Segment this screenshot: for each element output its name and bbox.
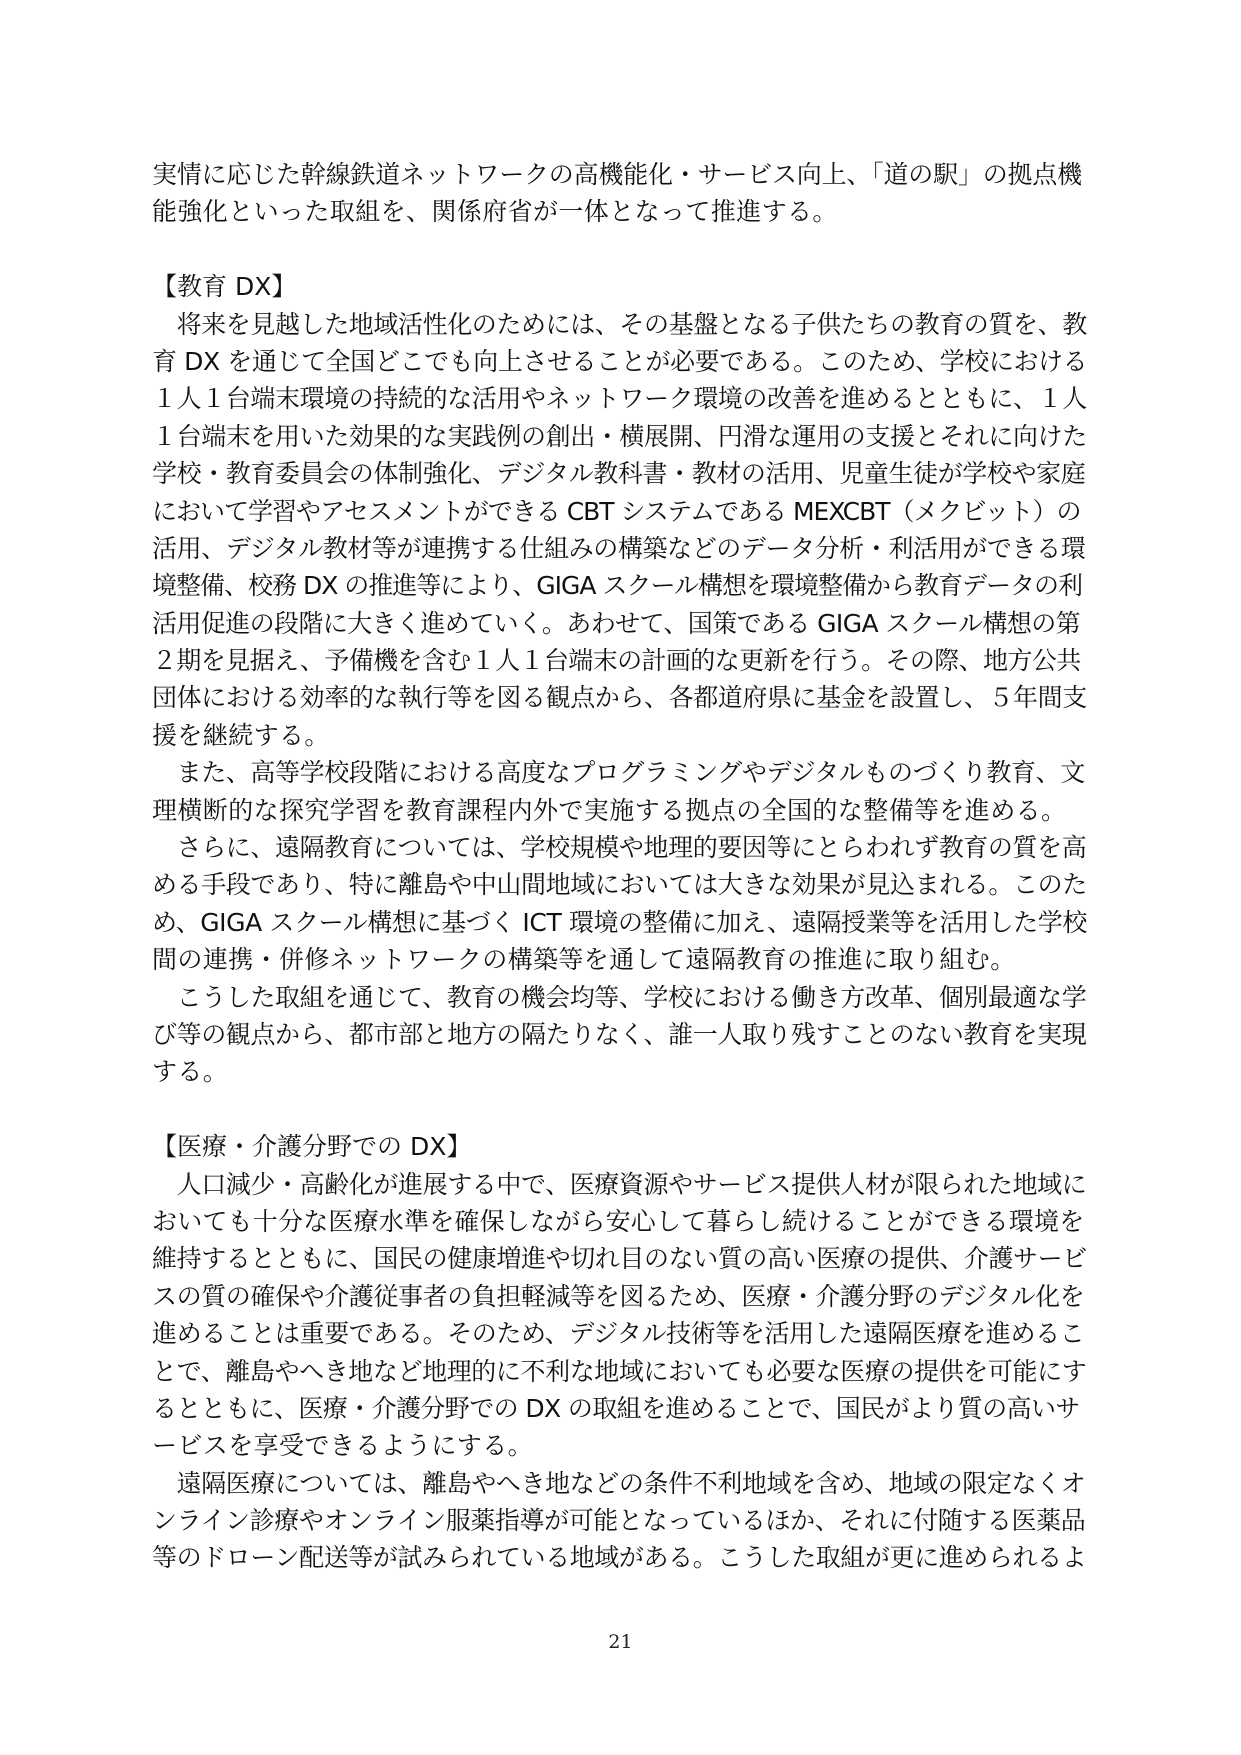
text-line: ービスを享受できるようにする。 <box>152 1431 534 1461</box>
text-line: 進めることは重要である。そのため、デジタル技術等を活用した遠隔医療を進めるこ <box>152 1319 1085 1349</box>
text-line: 維持するとともに、国民の健康増進や切れ目のない質の高い医療の提供、介護サービ <box>152 1244 1087 1274</box>
text-line: 能強化といった取組を、関係府省が一体となって推進する。 <box>152 197 838 227</box>
text-line: 実情に応じた幹線鉄道ネットワークの高機能化・サービス向上、「道の駅」の拠点機 <box>152 160 1082 189</box>
text-line: 間の連携・併修ネットワークの構築等を通して遠隔教育の推進に取り組む。 <box>152 945 1016 975</box>
section-medical-care-dx <box>152 1128 1087 1577</box>
section-heading: 【教育 DX】 <box>152 272 297 302</box>
document-body <box>152 156 1087 1577</box>
text-line: スの質の確保や介護従事者の負担軽減等を図るため、医療・介護分野のデジタル化を <box>152 1281 1085 1311</box>
spacer <box>152 231 1087 268</box>
text-line: こうした取組を通じて、教育の機会均等、学校における働き方改革、個別最適な学 <box>152 982 1087 1012</box>
text-line: する。 <box>152 1057 229 1087</box>
text-line: ンライン診療やオンライン服薬指導が可能となっているほか、それに付随する医薬品 <box>152 1506 1086 1536</box>
text-line: １台端末を用いた効果的な実践例の創出・横展開、円滑な運用の支援とそれに向けた <box>152 421 1087 451</box>
spacer <box>152 1091 1087 1128</box>
text-line: び等の観点から、都市部と地方の隔たりなく、誰一人取り残すことのない教育を実現 <box>152 1019 1087 1049</box>
intro-paragraph <box>152 156 1087 231</box>
text-line: るとともに、医療・介護分野での DX の取組を進めることで、国民がより質の高いサ <box>152 1393 1080 1423</box>
text-line: 活用、デジタル教材等が連携する仕組みの構築などのデータ分析・利活用ができる環 <box>152 533 1086 563</box>
text-line: 育 DX を通じて全国どこでも向上させることが必要である。このため、学校における <box>152 346 1088 376</box>
text-line: 学校・教育委員会の体制強化、デジタル教科書・教材の活用、児童生徒が学校や家庭 <box>152 459 1086 489</box>
text-line: 等のドローン配送等が試みられている地域がある。こうした取組が更に進められるよ <box>152 1543 1087 1573</box>
text-line: 将来を見越した地域活性化のためには、その基盤となる子供たちの教育の質を、教 <box>152 309 1087 339</box>
text-line: また、高等学校段階における高度なプログラミングやデジタルものづくり教育、文 <box>152 758 1085 788</box>
text-line: 境整備、校務 DX の推進等により、GIGA スクール構想を環境整備から教育データの利 <box>152 571 1082 601</box>
text-line: 人口減少・高齢化が進展する中で、医療資源やサービス提供人材が限られた地域に <box>152 1169 1087 1199</box>
text-line: において学習やアセスメントができる CBT システムである MEXCBT（メクビット）の <box>152 496 1081 526</box>
text-line: 理横断的な探究学習を教育課程内外で実施する拠点の全国的な整備等を進める。 <box>152 795 1067 825</box>
section-heading: 【医療・介護分野での DX】 <box>152 1132 472 1162</box>
section-education-dx <box>152 268 1087 1091</box>
text-line: 援を継続する。 <box>152 720 330 750</box>
text-line: 遠隔医療については、離島やへき地などの条件不利地域を含め、地域の限定なくオ <box>152 1468 1086 1498</box>
page-number: 21 <box>608 1631 633 1653</box>
text-line: 団体における効率的な執行等を図る観点から、各都道府県に基金を設置し、５年間支 <box>152 683 1087 713</box>
text-line: ２期を見据え、予備機を含む１人１台端末の計画的な更新を行う。その際、地方公共 <box>152 646 1081 676</box>
text-line: め、GIGA スクール構想に基づく ICT 環境の整備に加え、遠隔授業等を活用した学校 <box>152 907 1087 937</box>
text-line: １人１台端末環境の持続的な活用やネットワーク環境の改善を進めるとともに、１人 <box>152 384 1087 414</box>
text-line: める手段であり、特に離島や中山間地域においては大きな効果が見込まれる。このた <box>152 870 1087 900</box>
text-line: おいても十分な医療水準を確保しながら安心して暮らし続けることができる環境を <box>152 1206 1085 1236</box>
text-line: とで、離島やへき地など地理的に不利な地域においても必要な医療の提供を可能にす <box>152 1356 1087 1386</box>
text-line: さらに、遠隔教育については、学校規模や地理的要因等にとらわれず教育の質を高 <box>152 833 1087 863</box>
text-line: 活用促進の段階に大きく進めていく。あわせて、国策である GIGA スクール構想の第 <box>152 608 1081 638</box>
